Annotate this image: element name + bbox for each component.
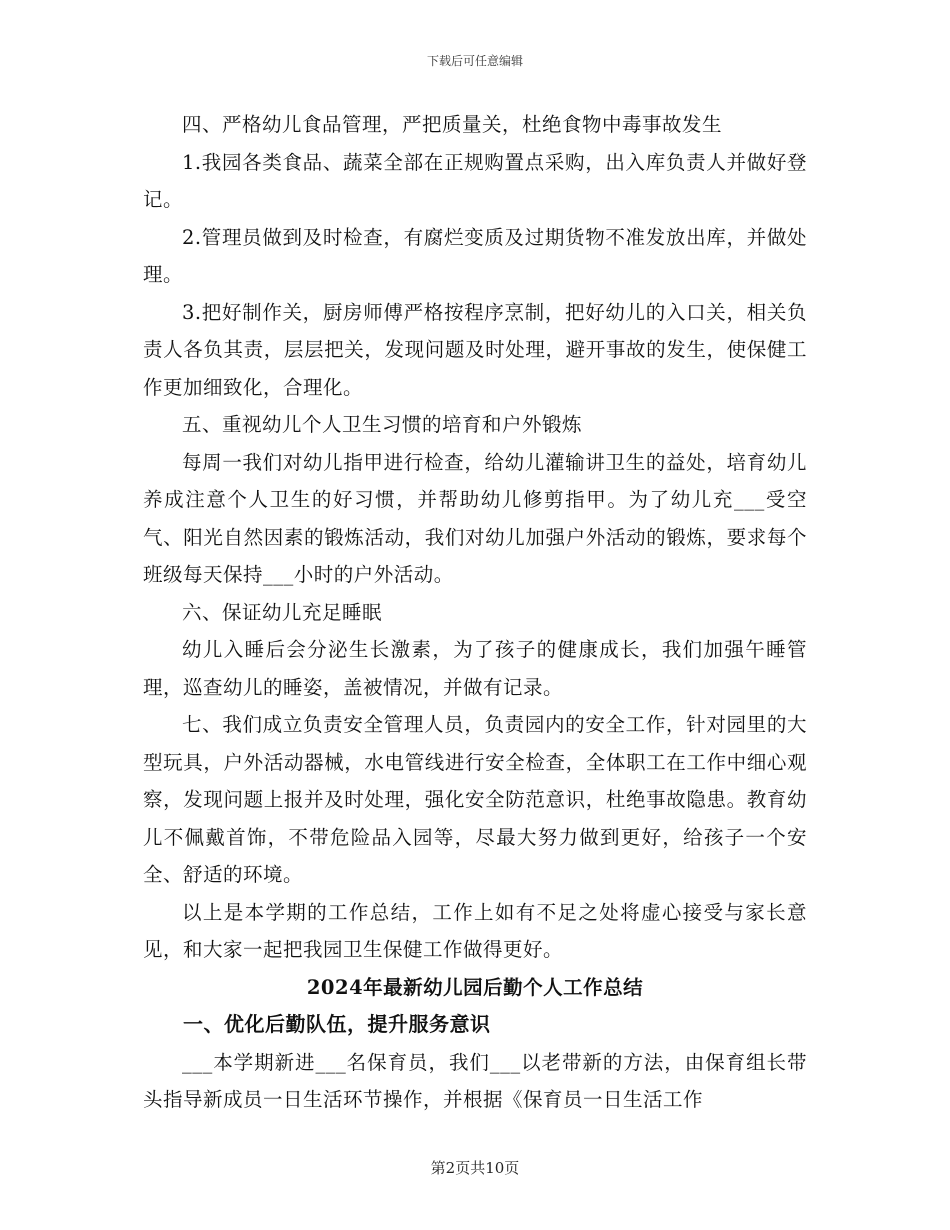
paragraph: 以上是本学期的工作总结，工作上如有不足之处将虚心接受与家长意见，和大家一起把我园卫生保健工作做得更好。 — [143, 900, 807, 961]
page-footer: 第2页共10页 — [430, 1159, 520, 1177]
paragraph: 幼儿入睡后会分泌生长激素，为了孩子的健康成长，我们加强午睡管理，巡查幼儿的睡姿，盖被情况，并做有记录。 — [143, 638, 807, 699]
paragraph: 七、我们成立负责安全管理人员，负责园内的安全工作，针对园里的大型玩具，户外活动器械，水电管线进行安全检查，全体职工在工作中细心观察，发现问题上报并及时处理，强化安全防范意识，杜绝事故隐患。教育幼儿不佩戴首饰，不带危险品入园等，尽最大努力做到更好，给孩子一个安全、舒适的环境。 — [143, 713, 807, 886]
page-header: 下载后可任意编辑 — [426, 54, 523, 68]
section-heading: 一、优化后勤队伍，提升服务意识 — [183, 1012, 491, 1036]
paragraph: 3.把好制作关，厨房师傅严格按程序烹制，把好幼儿的入口关，相关负责人各负其责，层层把关，发现问题及时处理，避开事故的发生，使保健工作更加细致化，合理化。 — [143, 300, 807, 399]
paragraph: 2.管理员做到及时检查，有腐烂变质及过期货物不准发放出库，并做处理。 — [143, 225, 807, 286]
paragraph: 1.我园各类食品、蔬菜全部在正规购置点采购，出入库负责人并做好登记。 — [143, 150, 807, 211]
paragraph: 每周一我们对幼儿指甲进行检查，给幼儿灌输讲卫生的益处，培育幼儿养成注意个人卫生的好习惯，并帮助幼儿修剪指甲。为了幼儿充___受空气、阳光自然因素的锻炼活动，我们对幼儿加强户外活动的锻炼，要求每个班级每天保持___小时的户外活动。 — [143, 450, 807, 586]
paragraph: 六、保证幼儿充足睡眠 — [182, 600, 383, 624]
paragraph: ___本学期新进___名保育员，我们___以老带新的方法，由保育组长带头指导新成员一日生活环节操作，并根据《保育员一日生活工作 — [143, 1050, 807, 1111]
document-body — [143, 106, 807, 1119]
paragraph: 五、重视幼儿个人卫生习惯的培育和户外锻炼 — [182, 413, 583, 436]
section-title: 2024年最新幼儿园后勤个人工作总结 — [306, 975, 644, 999]
paragraph: 四、严格幼儿食品管理，严把质量关，杜绝食物中毒事故发生 — [182, 113, 723, 136]
